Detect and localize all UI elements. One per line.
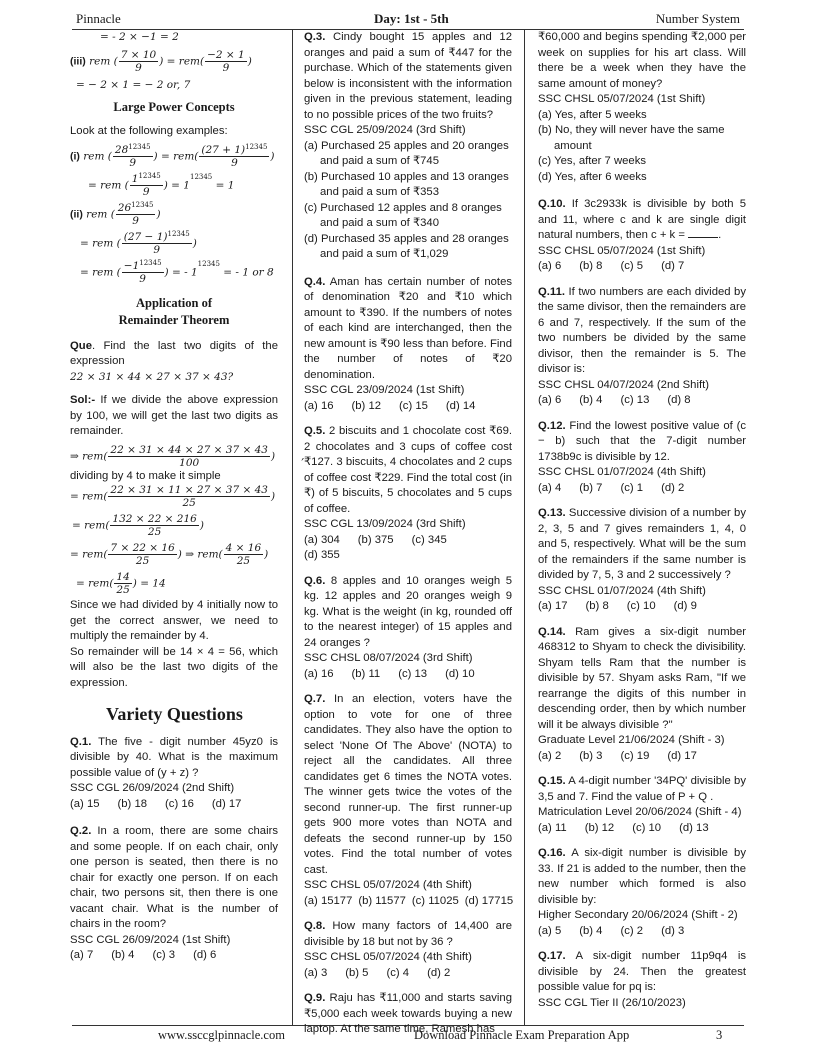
question-block	[304, 574, 512, 683]
option[interactable]: (b) 18	[117, 797, 148, 810]
denominator: 9	[142, 185, 150, 198]
math-text: )	[192, 237, 197, 249]
text: . Find the last two digits of the expression	[70, 339, 278, 367]
options	[538, 821, 746, 837]
question-block	[538, 30, 746, 185]
question-source: SSC CGL 26/09/2024 (1st Shift)	[70, 933, 231, 946]
denominator: 25	[236, 555, 251, 567]
math-text: ) ⇒ rem(	[177, 548, 223, 561]
option[interactable]: (a) 2	[538, 749, 562, 762]
math-line	[70, 231, 278, 256]
question-text: A 4-digit number '34PQ' divisible by 3,5 and 7. Find the value of P + Q .	[538, 775, 746, 803]
question-number: Q.3.	[304, 31, 326, 43]
item-label: (iii)	[70, 55, 86, 67]
denominator: 9	[139, 272, 146, 285]
math-text: )	[199, 519, 204, 532]
math-text: = rem (	[80, 266, 121, 278]
math-text: ) = 14	[132, 577, 166, 590]
option[interactable]: (c) 15	[399, 399, 428, 412]
fraction	[205, 49, 247, 74]
question-number: Q.16.	[538, 847, 566, 859]
math-text: ) = rem(	[153, 150, 199, 162]
option[interactable]: (b) 11577	[358, 894, 406, 907]
math-text: )	[264, 548, 269, 561]
option[interactable]: (a) 16	[304, 399, 334, 412]
column-divider	[292, 30, 293, 1025]
math-text: = rem(	[76, 577, 114, 590]
question-block	[538, 846, 746, 939]
option[interactable]: (c) 345	[411, 533, 447, 546]
option[interactable]: (b) 375	[357, 533, 394, 546]
section-heading: Variety Questions	[106, 704, 243, 724]
math-text: rem (	[86, 208, 115, 220]
option[interactable]: (a) Yes, after 5 weeks	[538, 108, 647, 121]
option[interactable]: (c) 2	[620, 924, 644, 937]
numerator: −2 × 1	[207, 48, 245, 61]
question-block	[538, 625, 746, 765]
option[interactable]: (b) 11	[351, 667, 381, 680]
answer-blank[interactable]	[688, 237, 718, 238]
math-text: = - 1 or 8	[223, 266, 274, 278]
section-heading: Application of Remainder Theorem	[118, 295, 230, 327]
option[interactable]: (c) 16	[165, 797, 194, 810]
question-block	[304, 692, 512, 909]
option[interactable]: (c) 4	[386, 966, 410, 979]
text: .	[718, 229, 722, 241]
option[interactable]: (a) 16	[304, 667, 334, 680]
question-number: Q.6.	[304, 574, 326, 587]
question-block	[70, 735, 278, 813]
option[interactable]: (a) 5	[538, 924, 562, 937]
denominator: 9	[222, 61, 230, 74]
math-line	[70, 260, 278, 285]
numerator: 4 × 16	[225, 542, 262, 554]
options	[304, 139, 512, 263]
numerator: 7 × 10	[120, 48, 157, 61]
option[interactable]: (d) 17715	[464, 894, 514, 907]
math-line: = − 2 × 1 = − 2 or, 7	[76, 78, 191, 91]
math-line	[70, 144, 278, 169]
fraction	[116, 202, 156, 227]
options	[304, 894, 512, 910]
math-text: rem (	[89, 55, 118, 67]
question-number: Q.1.	[70, 735, 92, 748]
options	[538, 599, 746, 615]
option[interactable]: (c) 13	[620, 394, 650, 406]
question-block	[304, 30, 512, 263]
option[interactable]: (b) 4	[579, 394, 603, 406]
question-source: SSC CHSL 08/07/2024 (3rd Shift)	[304, 652, 473, 664]
intro-text: Look at the following examples:	[70, 125, 228, 137]
option[interactable]: (c) 10	[626, 600, 656, 612]
question-text: A six-digit number is divisible by 33. If 21 is added to the number, then the new number which formed is also divisible by:	[538, 847, 746, 906]
option[interactable]: (a) 4	[538, 481, 562, 494]
exponent: 12345	[131, 200, 154, 209]
math-text: )	[270, 490, 276, 503]
fraction	[108, 444, 270, 469]
text: If we divide the above expression by 100, we will get the last two digits as remainder.	[70, 394, 278, 437]
denominator: 25	[147, 526, 162, 538]
item-label: (ii)	[70, 208, 83, 220]
question-source: SSC CGL 25/09/2024 (3rd Shift)	[304, 124, 466, 136]
column-middle	[304, 30, 512, 1038]
option[interactable]: (d) 355	[304, 549, 340, 561]
option[interactable]: (a) 3	[304, 966, 328, 979]
footer-app-note: Download Pinnacle Exam Preparation App	[414, 1028, 630, 1042]
question-block	[538, 285, 746, 409]
math-text: = rem (	[88, 179, 129, 191]
math-line	[70, 173, 278, 198]
option[interactable]: (c) 19	[620, 749, 650, 762]
question-number: Q.13.	[538, 507, 566, 519]
fraction	[108, 484, 270, 509]
header-brand: Pinnacle	[76, 11, 121, 26]
solution-text: Since we had divided by 4 initially now to get the correct answer, we need to multiply the remainder by 4.	[70, 599, 278, 642]
option[interactable]: (d) 8	[667, 394, 691, 406]
solution-text	[70, 393, 278, 440]
option[interactable]: (c) 5	[620, 260, 644, 272]
math-line	[70, 571, 278, 596]
option[interactable]: (c) 3	[152, 949, 176, 961]
option[interactable]: (c) Yes, after 7 weeks	[538, 155, 646, 167]
option[interactable]: (a) 304	[304, 533, 340, 546]
math-line	[70, 513, 278, 538]
denominator: 100	[179, 456, 200, 469]
question-number: Q.4.	[304, 275, 326, 288]
math-text: ) = - 1	[164, 266, 198, 278]
question-block	[538, 506, 746, 615]
question-number: Q.15.	[538, 775, 566, 787]
option[interactable]: (a) Purchased 25 apples and 20 oranges and paid a sum of ₹745	[304, 139, 509, 167]
question-number: Q.12.	[538, 419, 566, 432]
math-text: = rem(	[72, 519, 110, 532]
exponent: 12345	[138, 171, 161, 180]
numerator: 14	[116, 571, 130, 583]
question-text: Raju has ₹11,000 and starts saving ₹5,000 each week towards buying a new laptop. At the same time, Ramesh has	[304, 992, 512, 1035]
exponent: 12345	[189, 172, 213, 181]
options	[538, 749, 746, 765]
column-left	[70, 30, 305, 964]
question-text: Aman has certain number of notes of denomination ₹20 and ₹10 which amount to ₹390. If the numbers of notes of each kind are interchanged, then the new amount is ₹90 less than before. Find the number of notes of ₹20 denomination.	[304, 275, 512, 381]
fraction	[114, 571, 131, 596]
option[interactable]: (a) 15	[70, 797, 100, 810]
solution-text: dividing by 4 to make it simple	[70, 469, 221, 482]
question-text: 8 apples and 10 oranges weigh 5 kg. 12 apples and 20 oranges weigh 9 kg. What is the weight (in kg, rounded off to the nearest integer) of 15 apples and 24 oranges ?	[304, 574, 512, 649]
question-source: Graduate Level 21/06/2024 (Shift - 3)	[538, 734, 725, 746]
option[interactable]: (d) 17	[667, 749, 697, 762]
option[interactable]: (a) 6	[538, 394, 562, 406]
question-block	[304, 424, 512, 564]
option[interactable]: (b) 8	[585, 600, 609, 612]
options	[70, 948, 278, 964]
question-block	[304, 919, 512, 981]
option[interactable]: (c) 11025	[411, 894, 459, 907]
question-block	[538, 197, 746, 275]
options	[538, 259, 746, 275]
solution-text: So remainder will be 14 × 4 = 56, which will also be the last two digits of the expression.	[70, 645, 278, 689]
numerator: 22 × 31 × 11 × 27 × 37 × 43	[110, 484, 268, 496]
math-line: = - 2 × −1 = 2	[100, 31, 179, 43]
question-source: SSC CGL Tier II (26/10/2023)	[538, 996, 686, 1009]
question-source: Matriculation Level 20/06/2024 (Shift - 4)	[538, 806, 742, 818]
option[interactable]: (c) 13	[398, 667, 428, 680]
numerator: 7 × 22 × 16	[110, 542, 175, 554]
question-source: SSC CHSL 05/07/2024 (4th Shift)	[304, 951, 472, 963]
question-block	[304, 991, 512, 1038]
question-number: Q.8.	[304, 920, 326, 932]
question-text: Cindy bought 15 apples and 12 oranges and paid a sum of ₹447 for the purchase. Which of the statements given below is inconsistent with the information given in the previous statement, leading to no possible prices of the two fruits?	[304, 31, 512, 121]
fraction	[108, 542, 176, 567]
option[interactable]: (d) 3	[661, 924, 685, 937]
question-number: Q.17.	[538, 950, 566, 962]
numerator: 28	[114, 143, 129, 156]
denominator: 9	[129, 156, 137, 169]
section-heading: Large Power Concepts	[113, 100, 235, 114]
question-number: Q.5.	[304, 425, 326, 437]
math-text: rem (	[83, 150, 112, 162]
option[interactable]: (c) 10	[632, 821, 662, 834]
item-label: (i)	[70, 150, 80, 162]
header-topic: Number System	[655, 11, 740, 26]
fraction	[122, 231, 192, 256]
options	[538, 924, 746, 940]
options	[538, 108, 746, 186]
math-text: = rem (	[80, 237, 121, 249]
option[interactable]: (b) 8	[579, 260, 603, 272]
option[interactable]: (d) 2	[661, 481, 685, 494]
option[interactable]: (a) 15177	[304, 894, 353, 907]
item-label: Que	[70, 339, 92, 352]
options	[304, 399, 512, 415]
denominator: 9	[135, 61, 142, 74]
numerator: (27 + 1)	[201, 143, 246, 156]
fraction	[130, 173, 163, 198]
denominator: 9	[231, 156, 238, 169]
question-number: Q.7.	[304, 693, 326, 705]
footer-website[interactable]: www.ssccglpinnacle.com	[158, 1028, 285, 1042]
fraction	[224, 542, 264, 567]
denominator: 25	[182, 497, 196, 509]
question-text: In a room, there are some chairs and some people. If on each chair, only one person is seated, then there is no chair for exactly one person. If on each chair, two persons sit, then there is one vacant chair. What is the number of chairs in the room?	[70, 825, 278, 930]
question-source: SSC CHSL 01/07/2024 (4th Shift)	[538, 584, 706, 597]
question-text: ₹60,000 and begins spending ₹2,000 per week on supplies for his art class. Will there be a week when they have the same amount of money?	[538, 31, 746, 90]
fraction	[199, 144, 269, 169]
question-number: Q.14.	[538, 625, 566, 638]
option[interactable]: (d) 7	[661, 260, 685, 272]
question-source: SSC CHSL 04/07/2024 (2nd Shift)	[538, 378, 710, 391]
question-number: Q.2.	[70, 825, 92, 837]
exponent: 12345	[139, 258, 162, 267]
math-text: = rem(	[70, 490, 108, 503]
numerator: −1	[123, 259, 140, 272]
exponent: 12345	[245, 142, 268, 151]
question-source: SSC CGL 26/09/2024 (2nd Shift)	[70, 782, 235, 794]
math-text: = rem(	[70, 548, 108, 561]
question-number: Q.10.	[538, 198, 566, 210]
exponent: 12345	[197, 259, 220, 268]
option[interactable]: (d) Purchased 35 apples and 28 oranges and paid a sum of ₹1,029	[304, 232, 509, 260]
option[interactable]: (d) 6	[193, 949, 217, 961]
denominator: 25	[135, 555, 150, 567]
page-number: 3	[716, 1028, 723, 1042]
header-day: Day: 1st - 5th	[374, 11, 449, 26]
column-divider	[524, 30, 525, 1025]
math-text: )	[270, 450, 276, 462]
question-source: SSC CHSL 05/07/2024 (4th Shift)	[304, 879, 472, 891]
math-line: 22 × 31 × 44 × 27 × 37 × 43?	[70, 370, 234, 383]
question-block	[538, 774, 746, 836]
question-number: Q.11.	[538, 285, 566, 298]
option[interactable]: (d) 13	[679, 821, 709, 834]
option[interactable]: (b) 4	[579, 924, 603, 937]
question-source: SSC CGL 23/09/2024 (1st Shift)	[304, 384, 465, 396]
options	[70, 797, 278, 813]
numerator: (27 − 1)	[123, 230, 168, 243]
option[interactable]: (d) 9	[673, 600, 697, 612]
column-right	[538, 30, 746, 1011]
question-text	[70, 339, 278, 370]
option[interactable]: (b) 4	[111, 949, 135, 961]
math-text: ) = 1	[163, 179, 190, 191]
numerator: 1	[131, 172, 139, 185]
question-text: The five - digit number 45yz0 is divisible by 40. What is the maximum possible value of (y + z) ?	[70, 735, 278, 779]
options	[304, 667, 512, 683]
question-block	[538, 419, 746, 497]
exponent: 12345	[128, 142, 151, 151]
math-text: )	[156, 208, 161, 220]
question-block	[70, 824, 278, 964]
question-block	[538, 949, 746, 1011]
fraction	[122, 260, 164, 285]
option[interactable]: (a) 7	[70, 949, 94, 961]
option[interactable]: (d) Yes, after 6 weeks	[538, 170, 647, 183]
question-source: Higher Secondary 20/06/2024 (Shift - 2)	[538, 909, 738, 921]
math-text: ⇒ rem(	[70, 450, 108, 462]
denominator: 9	[132, 214, 139, 227]
fraction	[119, 49, 159, 74]
question-text: Successive division of a number by 2, 3, 5 and 7 gives remainders 1, 4, 0 and 5, respectively. What will be the sum of the remainders if the same number is divided by 7, 5, 3 and 2 successively ?	[538, 507, 746, 581]
math-text: ,	[301, 450, 305, 462]
option[interactable]: (a) 17	[538, 600, 568, 612]
exponent: 12345	[167, 229, 190, 238]
question-block	[304, 275, 512, 415]
numerator: 132 × 22 × 216	[112, 513, 197, 525]
option[interactable]: (c) 1	[620, 481, 644, 494]
option[interactable]: (c) Purchased 12 apples and 8 oranges and paid a sum of ₹340	[304, 201, 502, 229]
question-text: If two numbers are each divided by the same divisor, then the remainders are 6 and 7, respectively. If the sum of the two numbers be divided by the same divisor, then the remainder is 5. The divisor is:	[538, 285, 746, 375]
option[interactable]: (d) 14	[445, 399, 476, 412]
denominator: 25	[116, 584, 130, 596]
option[interactable]: (d) 17	[211, 797, 242, 810]
question-text: A six-digit number 11p9q4 is divisible by 24. Then the greatest possible value for pq is:	[538, 950, 746, 993]
denominator: 9	[153, 243, 161, 256]
math-line	[70, 542, 278, 567]
option[interactable]: (d) 2	[427, 966, 451, 979]
question-source: SSC CHSL 05/07/2024 (1st Shift)	[538, 244, 706, 257]
math-line	[70, 443, 305, 469]
math-text: ) = rem(	[159, 55, 205, 67]
numerator: 22 × 31 × 44 × 27 × 37 × 43	[110, 443, 268, 456]
question-text: Find the lowest positive value of (c − b) such that the 7-digit number 1738b9c is divisible by 12.	[538, 419, 746, 463]
option[interactable]: (a) 6	[538, 260, 562, 272]
fraction	[110, 513, 198, 538]
math-text: )	[247, 55, 252, 67]
option[interactable]: (b) 3	[579, 749, 603, 762]
math-line	[70, 484, 278, 509]
option[interactable]: (b) No, they will never have the same amount	[538, 124, 725, 152]
question-source: SSC CHSL 05/07/2024 (1st Shift)	[538, 93, 706, 105]
question-source: SSC CGL 13/09/2024 (3rd Shift)	[304, 518, 466, 530]
option[interactable]: (b) 5	[345, 966, 369, 979]
fraction	[113, 144, 153, 169]
question-source: SSC CHSL 01/07/2024 (4th Shift)	[538, 466, 706, 478]
option[interactable]: (b) Purchased 10 apples and 13 oranges and paid a sum of ₹353	[304, 170, 509, 198]
page-header	[72, 8, 744, 28]
option[interactable]: (b) 12	[584, 821, 615, 834]
option[interactable]: (b) 12	[351, 399, 382, 412]
option[interactable]: (d) 10	[445, 667, 475, 680]
option[interactable]: (b) 7	[579, 481, 603, 494]
options	[538, 481, 746, 497]
options	[304, 966, 512, 982]
question-text: Ram gives a six-digit number 468312 to Shyam to check the divisibility. Shyam tells Ram that the number is divisible by 57. Shyam asks Ram, "If we rearrange the digits of this number in descending order, then by which number will it be always divisible ?"	[538, 625, 746, 731]
question-text: If 3c2933k is divisible by both 5 and 11, where c and k are single digit natural numbers, then c + k =	[538, 198, 746, 241]
options	[304, 533, 512, 564]
question-text: How many factors of 14,400 are divisible by 18 but not by 36 ?	[304, 920, 512, 948]
option[interactable]: (a) 11	[538, 821, 567, 834]
question-number: Q.9.	[304, 992, 326, 1004]
item-label: Sol:-	[70, 394, 96, 406]
numerator: 26	[117, 201, 132, 214]
math-text: )	[270, 150, 275, 162]
question-text: In an election, voters have the option to vote for one of three candidates. They also have the option to select 'None Of The Above' (NOTA) to reject all the candidates. All three candidates get 6 times the NOTA votes. The winner gets twice the votes of the second runner-up. The first runner-up gets 900 more votes than NOTA and defeats the second runner-up by 150 votes. Find the total number of votes cast.	[304, 693, 512, 876]
math-text: = 1	[215, 179, 235, 191]
question-text: 2 biscuits and 1 chocolate cost ₹69. 2 chocolates and 3 cups of coffee cost ₹127. 3 biscuits, 4 chocolates and 2 cups of coffee cost ₹229. Find the total cost (in ₹) of 5 biscuits, 5 chocolates and 5 cups of coffee.	[304, 425, 512, 515]
options	[538, 393, 746, 409]
math-line	[70, 49, 278, 74]
math-line	[70, 202, 278, 227]
